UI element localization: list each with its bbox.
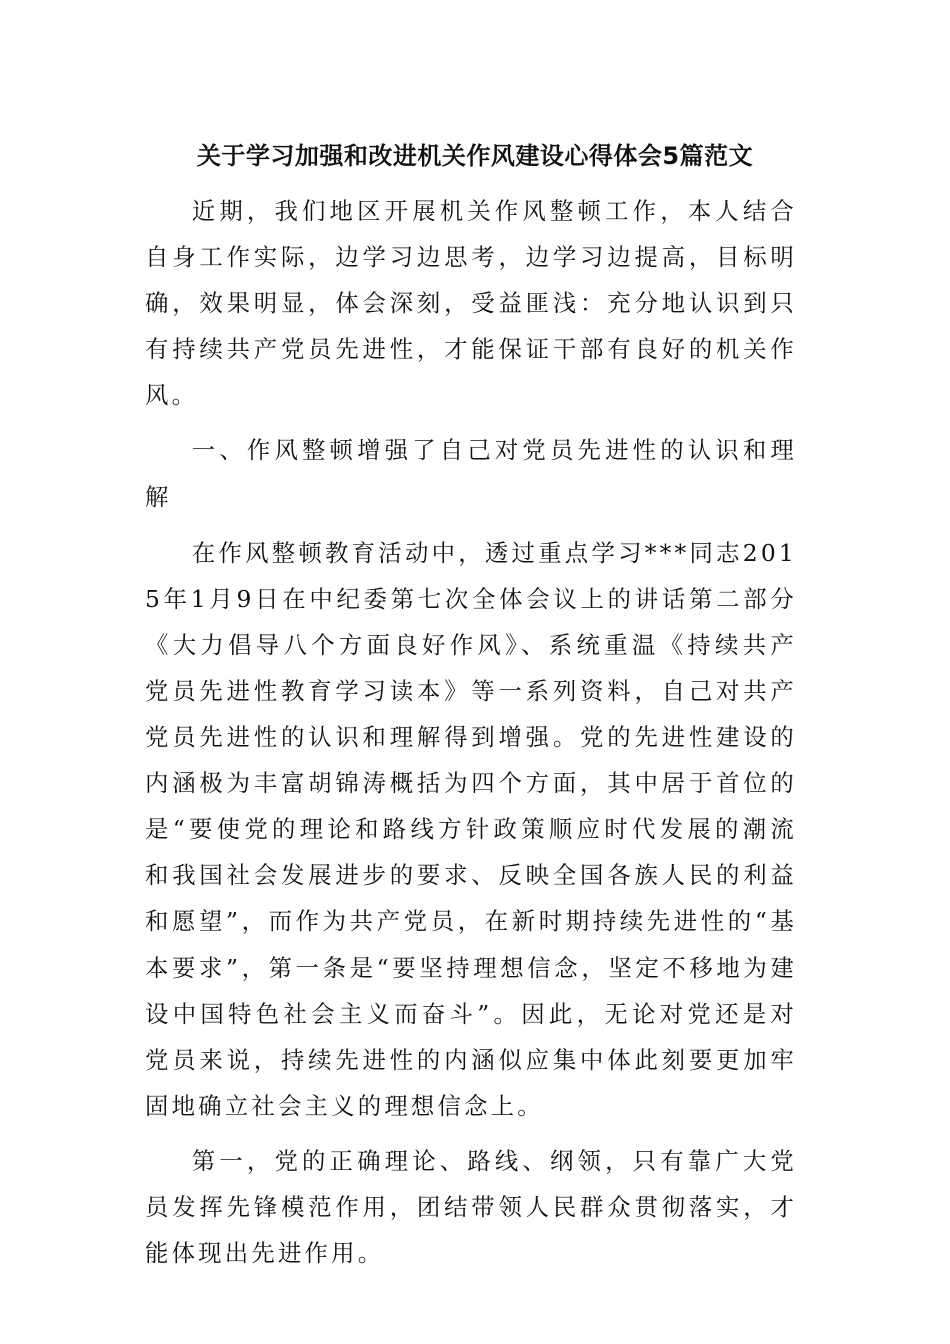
paragraph-study: 在作风整顿教育活动中，透过重点学习***同志2015年1月9日在中纪委第七次全体会议上的讲话第二部分《大力倡导八个方面良好作风》、系统重温《持续共产党员先进性教育学习读本》等一系列资料，自己对共产党员先进性的认识和理解得到增强。党的先进性建设的内涵极为丰富胡锦涛概括为四个方面，其中居于首位的是“要使党的理论和路线方针政策顺应时代发展的潮流和我国社会发展进步的要求、反映全国各族人民的利益和愿望”，而作为共产党员，在新时期持续先进性的“基本要求”，第一条是“要坚持理想信念，坚定不移地为建设中国特色社会主义而奋斗”。因此，无论对党还是对党员来说，持续先进性的内涵似应集中体此刻要更加牢固地确立社会主义的理想信念上。	[145, 538, 797, 1120]
document-title: 关于学习加强和改进机关作风建设心得体会5篇范文	[196, 142, 754, 170]
document-body	[145, 188, 797, 1285]
section-heading-1: 一、作风整顿增强了自己对党员先进性的认识和理解	[145, 436, 797, 511]
paragraph-intro: 近期，我们地区开展机关作风整顿工作，本人结合自身工作实际，边学习边思考，边学习边提高，目标明确，效果明显，体会深刻，受益匪浅：充分地认识到只有持续共产党员先进性，才能保证干部有良好的机关作风。	[145, 197, 797, 410]
paragraph-first-point: 第一，党的正确理论、路线、纲领，只有靠广大党员发挥先锋模范作用，团结带领人民群众贯彻落实，才能体现出先进作用。	[145, 1146, 797, 1268]
